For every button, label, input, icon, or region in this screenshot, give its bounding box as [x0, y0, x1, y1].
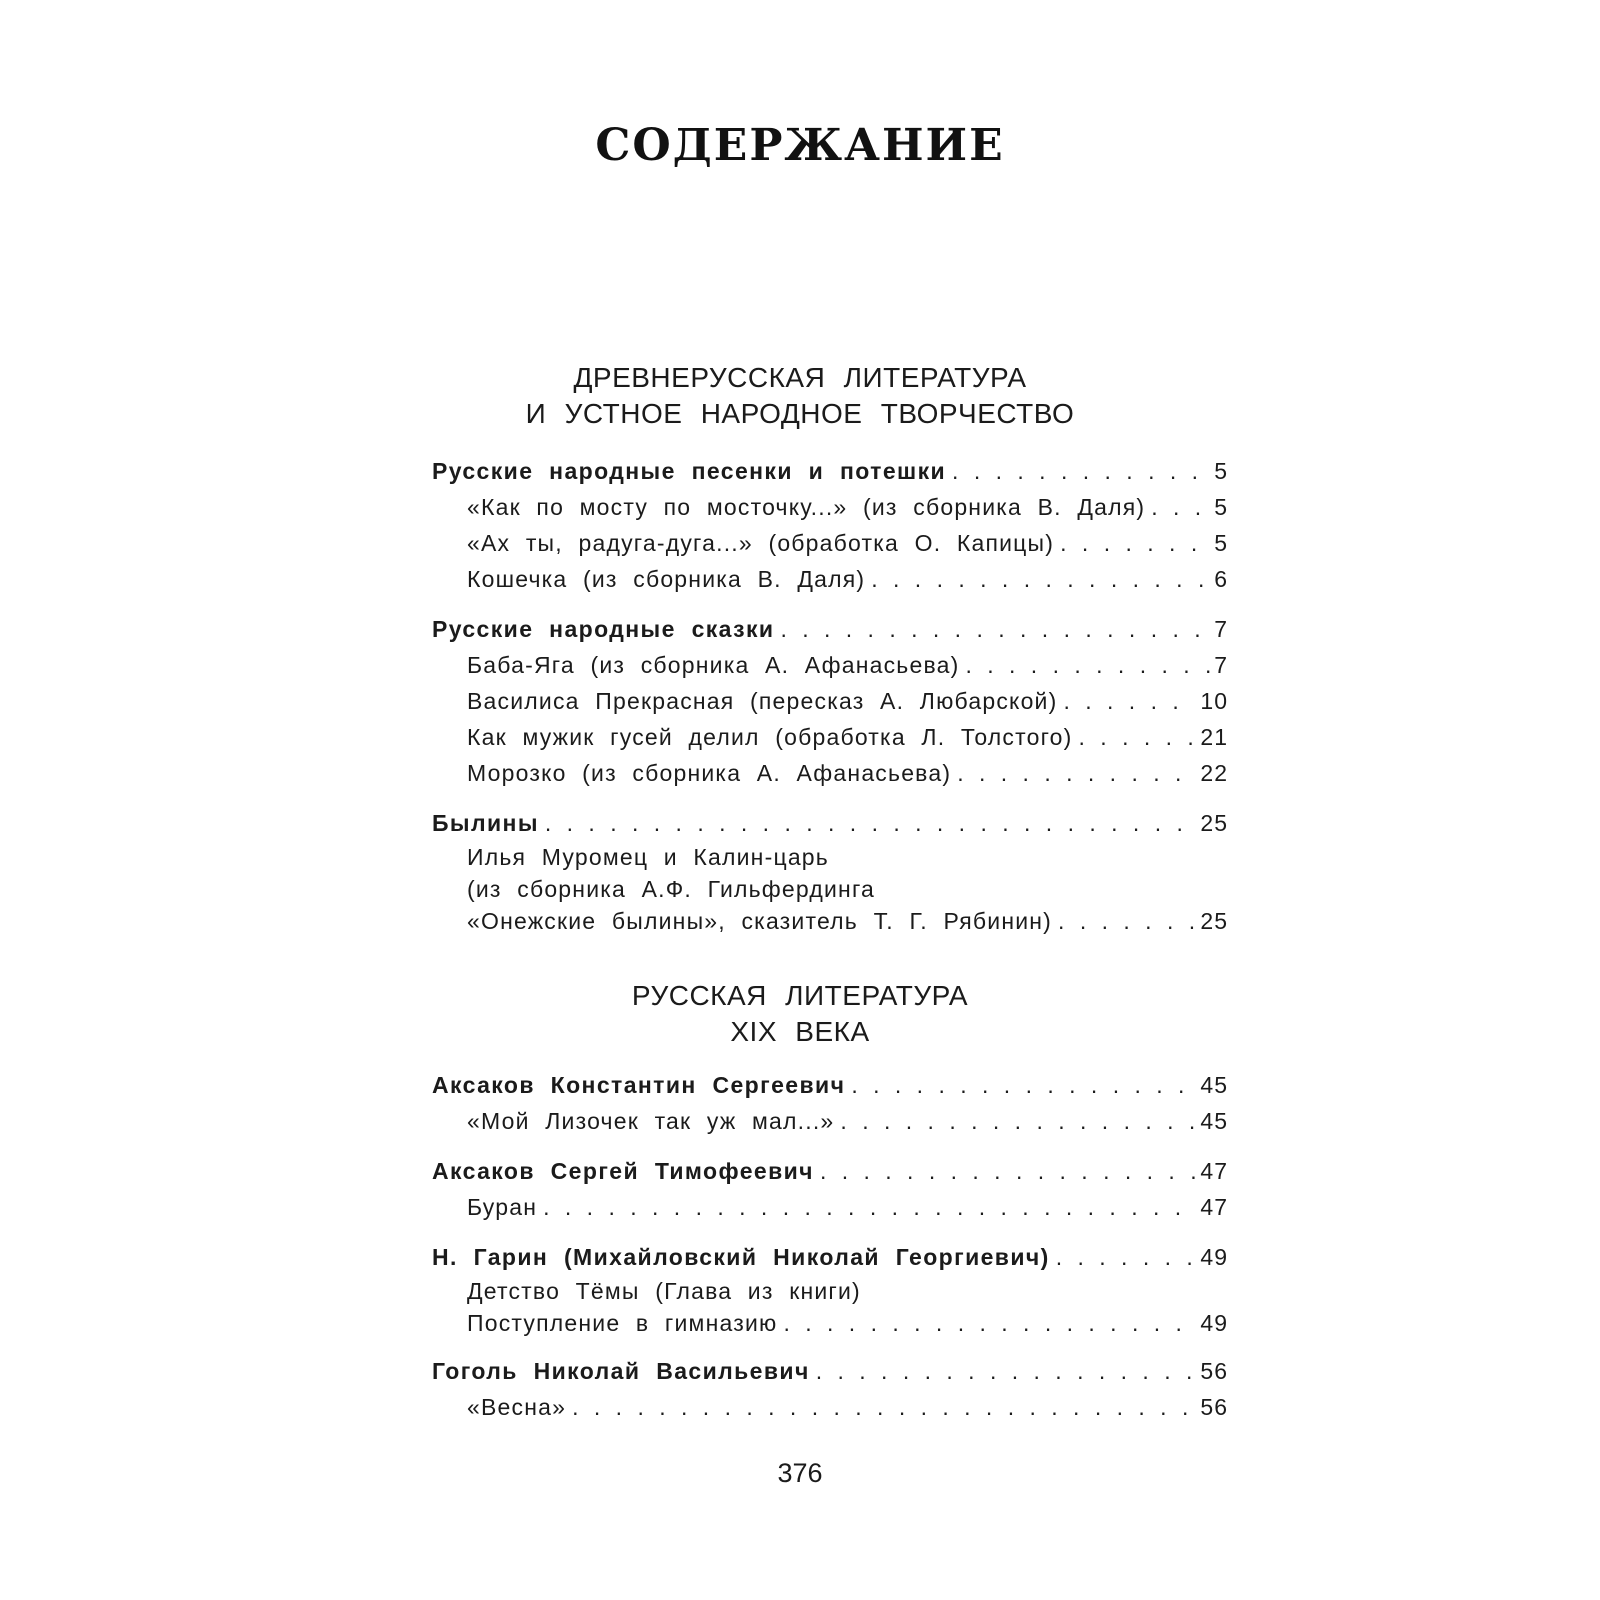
section-heading	[0, 978, 1600, 1050]
toc-entry-work[interactable]	[467, 525, 1228, 561]
toc-entry-title: «Ах ты, радуга-дуга...» (обработка О. Капицы)	[467, 530, 1055, 556]
dot-leader	[543, 1189, 1196, 1225]
toc-entry-work[interactable]	[467, 647, 1228, 683]
toc-entry-page: 56	[1200, 1394, 1228, 1420]
dot-leader	[1058, 905, 1196, 937]
toc-entry-work[interactable]	[467, 1189, 1228, 1225]
toc-entry-page: 21	[1200, 724, 1228, 750]
toc-entry-page: 5	[1214, 494, 1228, 520]
toc-entry-author[interactable]	[432, 805, 1228, 841]
toc-entry-author[interactable]	[432, 611, 1228, 647]
toc-entry-author[interactable]	[432, 1239, 1228, 1275]
toc-section	[0, 453, 1600, 951]
section-heading	[0, 360, 1600, 432]
toc-entry-page: 49	[1200, 1244, 1228, 1270]
dot-leader	[851, 1067, 1196, 1103]
toc-entry-page: 25	[1200, 908, 1228, 934]
page-title: СОДЕРЖАНИЕ	[595, 120, 1005, 171]
toc-entry-work-continued[interactable]	[467, 1307, 1228, 1339]
toc-entry-title: Баба-Яга (из сборника А. Афанасьева)	[467, 652, 960, 678]
toc-entry-title: «Весна»	[467, 1394, 567, 1420]
toc-entry-work[interactable]	[467, 719, 1228, 755]
dot-leader	[840, 1103, 1196, 1139]
toc-entry-page: 25	[1200, 810, 1228, 836]
dot-leader	[572, 1389, 1196, 1425]
toc-entry-title: Буран	[467, 1194, 538, 1220]
toc-entry-title: Н. Гарин (Михайловский Николай Георгиевич)	[432, 1244, 1050, 1270]
toc-entry-title: Поступление в гимназию	[467, 1310, 778, 1336]
toc-group	[0, 1153, 1600, 1225]
toc-entry-title: Русские народные песенки и потешки	[432, 458, 947, 484]
toc-entry-title: Аксаков Сергей Тимофеевич	[432, 1158, 814, 1184]
toc-entry-work[interactable]	[467, 841, 1228, 873]
dot-leader	[783, 1307, 1196, 1339]
toc-entry-title: Морозко (из сборника А. Афанасьева)	[467, 760, 952, 786]
toc-entry-work[interactable]	[467, 1103, 1228, 1139]
toc-entry-page: 10	[1200, 688, 1228, 714]
toc-group	[0, 1067, 1600, 1139]
toc-entry-work[interactable]	[467, 1389, 1228, 1425]
section-heading-line: И УСТНОЕ НАРОДНОЕ ТВОРЧЕСТВО	[525, 398, 1075, 429]
dot-leader	[816, 1353, 1197, 1389]
toc-entry-title: Аксаков Константин Сергеевич	[432, 1072, 846, 1098]
dot-leader	[1151, 489, 1210, 525]
toc-entry-work[interactable]	[467, 561, 1228, 597]
toc-entry-title: (из сборника А.Ф. Гильфердинга	[467, 876, 876, 902]
dot-leader	[871, 561, 1210, 597]
dot-leader	[820, 1153, 1196, 1189]
toc-entry-work[interactable]	[467, 755, 1228, 791]
section-heading-line: РУССКАЯ ЛИТЕРАТУРА	[631, 980, 969, 1011]
toc-group	[0, 1239, 1600, 1339]
toc-group	[0, 1353, 1600, 1425]
toc-entry-work[interactable]	[467, 489, 1228, 525]
toc-entry-author[interactable]	[432, 453, 1228, 489]
toc-entry-work[interactable]	[467, 1275, 1228, 1307]
section-heading-line: XIX ВЕКА	[730, 1016, 870, 1047]
toc-entry-title: «Онежские былины», сказитель Т. Г. Рябинин)	[467, 908, 1053, 934]
toc-entry-page: 47	[1200, 1194, 1228, 1220]
toc-entry-title: Кошечка (из сборника В. Даля)	[467, 566, 866, 592]
dot-leader	[965, 647, 1210, 683]
toc-group	[0, 611, 1600, 791]
toc-entry-author[interactable]	[432, 1067, 1228, 1103]
toc-entry-page: 56	[1200, 1358, 1228, 1384]
toc-entry-page: 22	[1200, 760, 1228, 786]
dot-leader	[1060, 525, 1210, 561]
toc-entry-author[interactable]	[432, 1153, 1228, 1189]
toc-entry-title: Детство Тёмы (Глава из книги)	[467, 1278, 861, 1304]
section-heading-line: ДРЕВНЕРУССКАЯ ЛИТЕРАТУРА	[573, 362, 1027, 393]
dot-leader	[957, 755, 1196, 791]
toc-entry-title: Илья Муромец и Калин-царь	[467, 844, 829, 870]
toc-entry-page: 45	[1200, 1072, 1228, 1098]
toc-entry-title: Русские народные сказки	[432, 616, 775, 642]
toc-entry-title: «Как по мосту по мосточку...» (из сборника В. Даля)	[467, 494, 1146, 520]
toc-entry-page: 47	[1200, 1158, 1228, 1184]
toc-entry-title: Былины	[432, 810, 539, 836]
toc-entry-page: 5	[1214, 458, 1228, 484]
toc-entry-page: 7	[1214, 616, 1228, 642]
toc-entry-title: «Мой Лизочек так уж мал...»	[467, 1108, 835, 1134]
page-number: 376	[777, 1458, 823, 1488]
dot-leader	[1079, 719, 1197, 755]
toc-entry-page: 7	[1214, 652, 1228, 678]
toc-entry-title: Василиса Прекрасная (пересказ А. Любарской)	[467, 688, 1058, 714]
toc-entry-page: 6	[1214, 566, 1228, 592]
toc-entry-work-continued[interactable]	[467, 905, 1228, 937]
toc-entry-title: Как мужик гусей делил (обработка Л. Толстого)	[467, 724, 1073, 750]
toc-entry-page: 45	[1200, 1108, 1228, 1134]
toc-entry-work[interactable]	[467, 683, 1228, 719]
toc-entry-work-continued[interactable]	[467, 873, 1228, 905]
dot-leader	[780, 611, 1210, 647]
dot-leader	[545, 805, 1197, 841]
dot-leader	[952, 453, 1210, 489]
toc-entry-page: 49	[1200, 1310, 1228, 1336]
dot-leader	[1063, 683, 1196, 719]
toc-group	[0, 805, 1600, 937]
toc-entry-title: Гоголь Николай Васильевич	[432, 1358, 810, 1384]
toc-group	[0, 453, 1600, 597]
toc-entry-author[interactable]	[432, 1353, 1228, 1389]
toc-section	[0, 1067, 1600, 1439]
dot-leader	[1056, 1239, 1197, 1275]
toc-entry-page: 5	[1214, 530, 1228, 556]
